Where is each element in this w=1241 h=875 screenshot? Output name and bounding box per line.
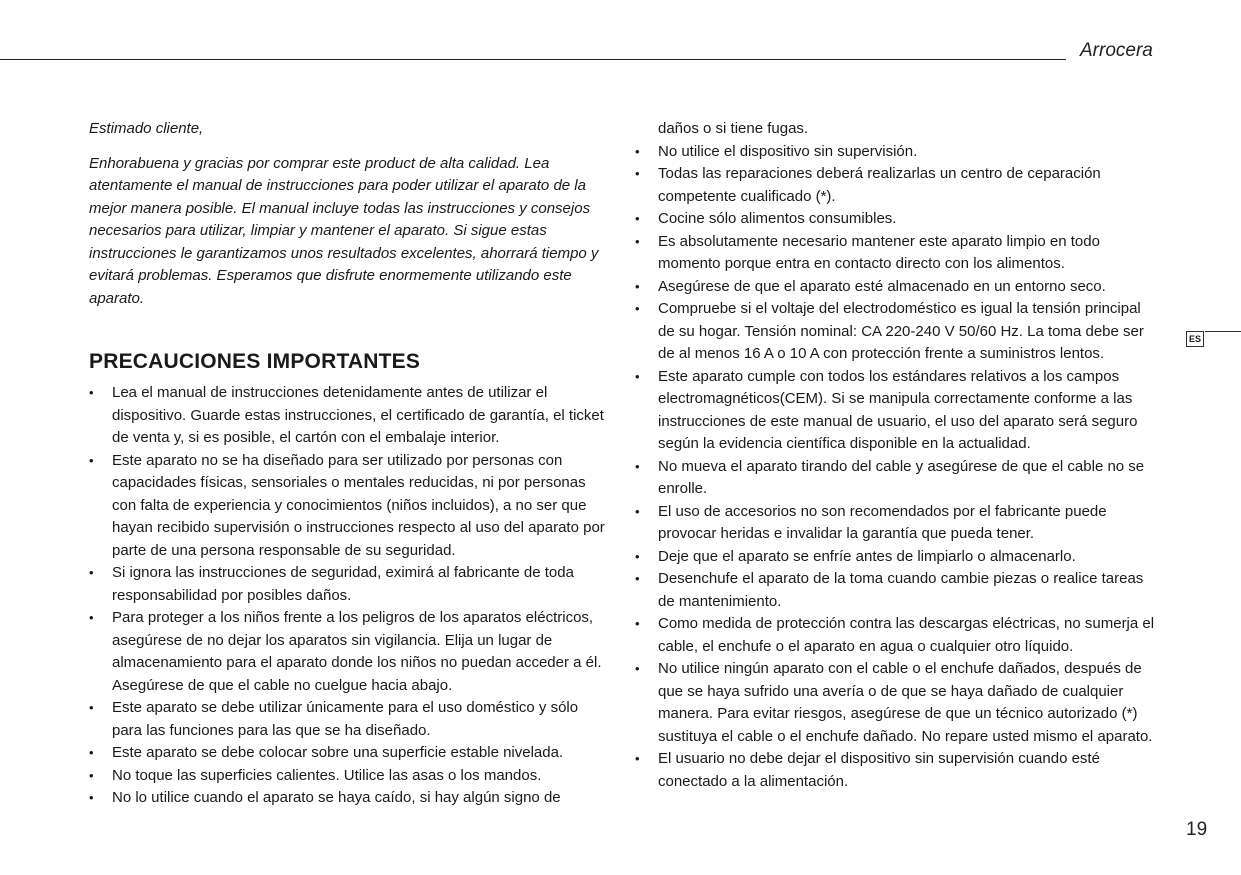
list-item xyxy=(635,163,1155,208)
bullet-icon: • xyxy=(635,211,640,226)
list-item-text: Todas las reparaciones deberá realizarlas un centro de ceparación competente cualificado (*). xyxy=(658,165,1101,205)
section-heading: PRECAUCIONES IMPORTANTES xyxy=(89,350,421,373)
list-item-text: Desenchufe el aparato de la toma cuando cambie piezas o realice tareas de mantenimiento. xyxy=(658,570,1144,610)
left-column xyxy=(89,118,611,810)
list-item xyxy=(635,658,1155,748)
bullet-icon: • xyxy=(635,751,640,766)
list-item xyxy=(635,456,1155,501)
intro-paragraph: Enhorabuena y gracias por comprar este product de alta calidad. Lea atentamente el manual de instrucciones para poder utilizar el aparato de la mejor manera posible. El manual incluye todas las instrucciones y consejos necesarios para utilizar, limpiar y mantener el aparato. Si sigue estas instrucciones le garantizamos unos resultados excelentes, ahorrará tiempo y evitará problemas. Esperamos que disfrute enormemente utilizando este aparato. xyxy=(89,154,599,307)
bullet-icon: • xyxy=(635,458,640,474)
list-item-text: Este aparato se debe utilizar únicamente para el uso doméstico y sólo para las funciones para las que se ha diseñado. xyxy=(112,699,579,739)
list-item xyxy=(635,748,1155,793)
list-item xyxy=(635,546,1155,569)
bullet-icon: • xyxy=(89,610,94,625)
bullet-icon: • xyxy=(89,700,94,715)
bullet-icon: • xyxy=(89,565,94,580)
bullet-icon: • xyxy=(635,301,640,316)
bullet-icon: • xyxy=(635,548,640,564)
right-column xyxy=(635,118,1155,793)
list-item xyxy=(635,208,1155,231)
bullet-icon: • xyxy=(635,503,640,519)
list-item-text: No toque las superficies calientes. Utilice las asas o los mandos. xyxy=(112,766,542,784)
list-item-text: El usuario no debe dejar el dispositivo sin supervisión cuando esté conectado a la alimentación. xyxy=(658,750,1100,790)
page-number: 19 xyxy=(1186,819,1208,840)
bullet-icon: • xyxy=(635,571,640,586)
header-title: Arrocera xyxy=(1080,40,1153,61)
list-item xyxy=(635,231,1155,276)
greeting: Estimado cliente, xyxy=(89,120,204,137)
list-item xyxy=(635,276,1155,299)
list-item xyxy=(89,382,611,450)
list-item-text: Este aparato cumple con todos los estándares relativos a los campos electromagnéticos(CEM). Si se manipula correctamente conforme a las instrucciones de este manual de usuario, el uso del aparato será seguro según la evidencia científica disponible en la actualidad. xyxy=(658,367,1138,452)
bullet-icon: • xyxy=(89,452,94,468)
list-item xyxy=(89,742,611,765)
list-item xyxy=(635,613,1155,658)
bullet-icon: • xyxy=(635,278,640,294)
list-item xyxy=(635,568,1155,613)
bullet-icon: • xyxy=(89,385,94,400)
list-item xyxy=(635,366,1155,456)
list-item xyxy=(635,298,1155,366)
language-tab: ES xyxy=(1186,331,1204,347)
bullet-icon: • xyxy=(635,661,640,676)
precautions-list-left xyxy=(89,382,611,810)
list-item xyxy=(635,141,1155,164)
list-item xyxy=(89,787,611,810)
list-item xyxy=(89,765,611,788)
list-item xyxy=(635,501,1155,546)
list-item-text: No utilice el dispositivo sin supervisión. xyxy=(658,142,918,160)
list-item-text: Cocine sólo alimentos consumibles. xyxy=(658,210,897,227)
bullet-icon: • xyxy=(635,166,640,181)
bullet-icon: • xyxy=(635,143,640,159)
list-item-text: Este aparato no se ha diseñado para ser utilizado por personas con capacidades físicas, sensoriales o mentales reducidas, ni por personas con falta de experiencia y conocimientos (niños incluidos), a no ser que hayan recibido supervisión o instrucciones respecto al uso del aparato por parte de una persona responsable de su seguridad. xyxy=(112,451,605,559)
list-item-text: No mueva el aparato tirando del cable y asegúrese de que el cable no se enrolle. xyxy=(658,457,1145,497)
list-item-text: No lo utilice cuando el aparato se haya caído, si hay algún signo de xyxy=(112,789,561,806)
list-item xyxy=(89,450,611,563)
list-item xyxy=(89,607,611,697)
bullet-icon: • xyxy=(635,368,640,384)
list-item-text: No utilice ningún aparato con el cable o el enchufe dañados, después de que se haya sufrido una avería o de que se haya dañado de cualquier manera. Para evitar riesgos, asegúrese de que un técnico autorizado (*) sustituya el cable o el enchufe dañado. No repare usted mismo el aparato. xyxy=(658,660,1153,745)
bullet-icon: • xyxy=(89,767,94,783)
list-item-text: Asegúrese de que el aparato esté almacenado en un entorno seco. xyxy=(658,277,1106,295)
list-item-text: Si ignora las instrucciones de seguridad, eximirá al fabricante de toda responsabilidad por posibles daños. xyxy=(112,564,574,604)
header-rule xyxy=(0,59,1066,60)
list-item xyxy=(89,562,611,607)
list-item-text: Este aparato se debe colocar sobre una superficie estable nivelada. xyxy=(112,744,564,761)
list-item-text: Es absolutamente necesario mantener este aparato limpio en todo momento porque entra en contacto directo con los alimentos. xyxy=(658,232,1100,272)
continuation-text: daños o si tiene fugas. xyxy=(658,120,809,137)
list-item-text: Deje que el aparato se enfríe antes de limpiarlo o almacenarlo. xyxy=(658,547,1076,565)
list-item-text: Lea el manual de instrucciones detenidamente antes de utilizar el dispositivo. Guarde estas instrucciones, el certificado de garantía, el ticket de venta y, si es posible, el cartón con el embalaje interior. xyxy=(112,384,604,446)
list-item-text: Para proteger a los niños frente a los peligros de los aparatos eléctricos, asegúrese de no dejar los aparatos sin vigilancia. Elija un lugar de almacenamiento para el aparato donde los niños no puedan acceder a él. Asegúrese de que el cable no cuelgue hacia abajo. xyxy=(112,609,602,694)
list-item-text: Como medida de protección contra las descargas eléctricas, no sumerja el cable, el enchufe o el aparato en agua o cualquier otro líquido. xyxy=(658,615,1155,655)
language-tab-line xyxy=(1205,331,1241,332)
list-item-text: El uso de accesorios no son recomendados por el fabricante puede provocar heridas e invalidar la garantía que pueda tener. xyxy=(658,502,1107,542)
bullet-icon: • xyxy=(635,616,640,631)
bullet-icon: • xyxy=(89,790,94,805)
bullet-icon: • xyxy=(635,233,640,249)
bullet-icon: • xyxy=(89,745,94,760)
precautions-list-right xyxy=(635,141,1155,794)
list-item-text: Compruebe si el voltaje del electrodoméstico es igual la tensión principal de su hogar. Tensión nominal: CA 220-240 V 50/60 Hz. La toma debe ser de al menos 16 A o 10 A con protección frente a suministros lentos. xyxy=(658,300,1144,362)
list-item xyxy=(89,697,611,742)
